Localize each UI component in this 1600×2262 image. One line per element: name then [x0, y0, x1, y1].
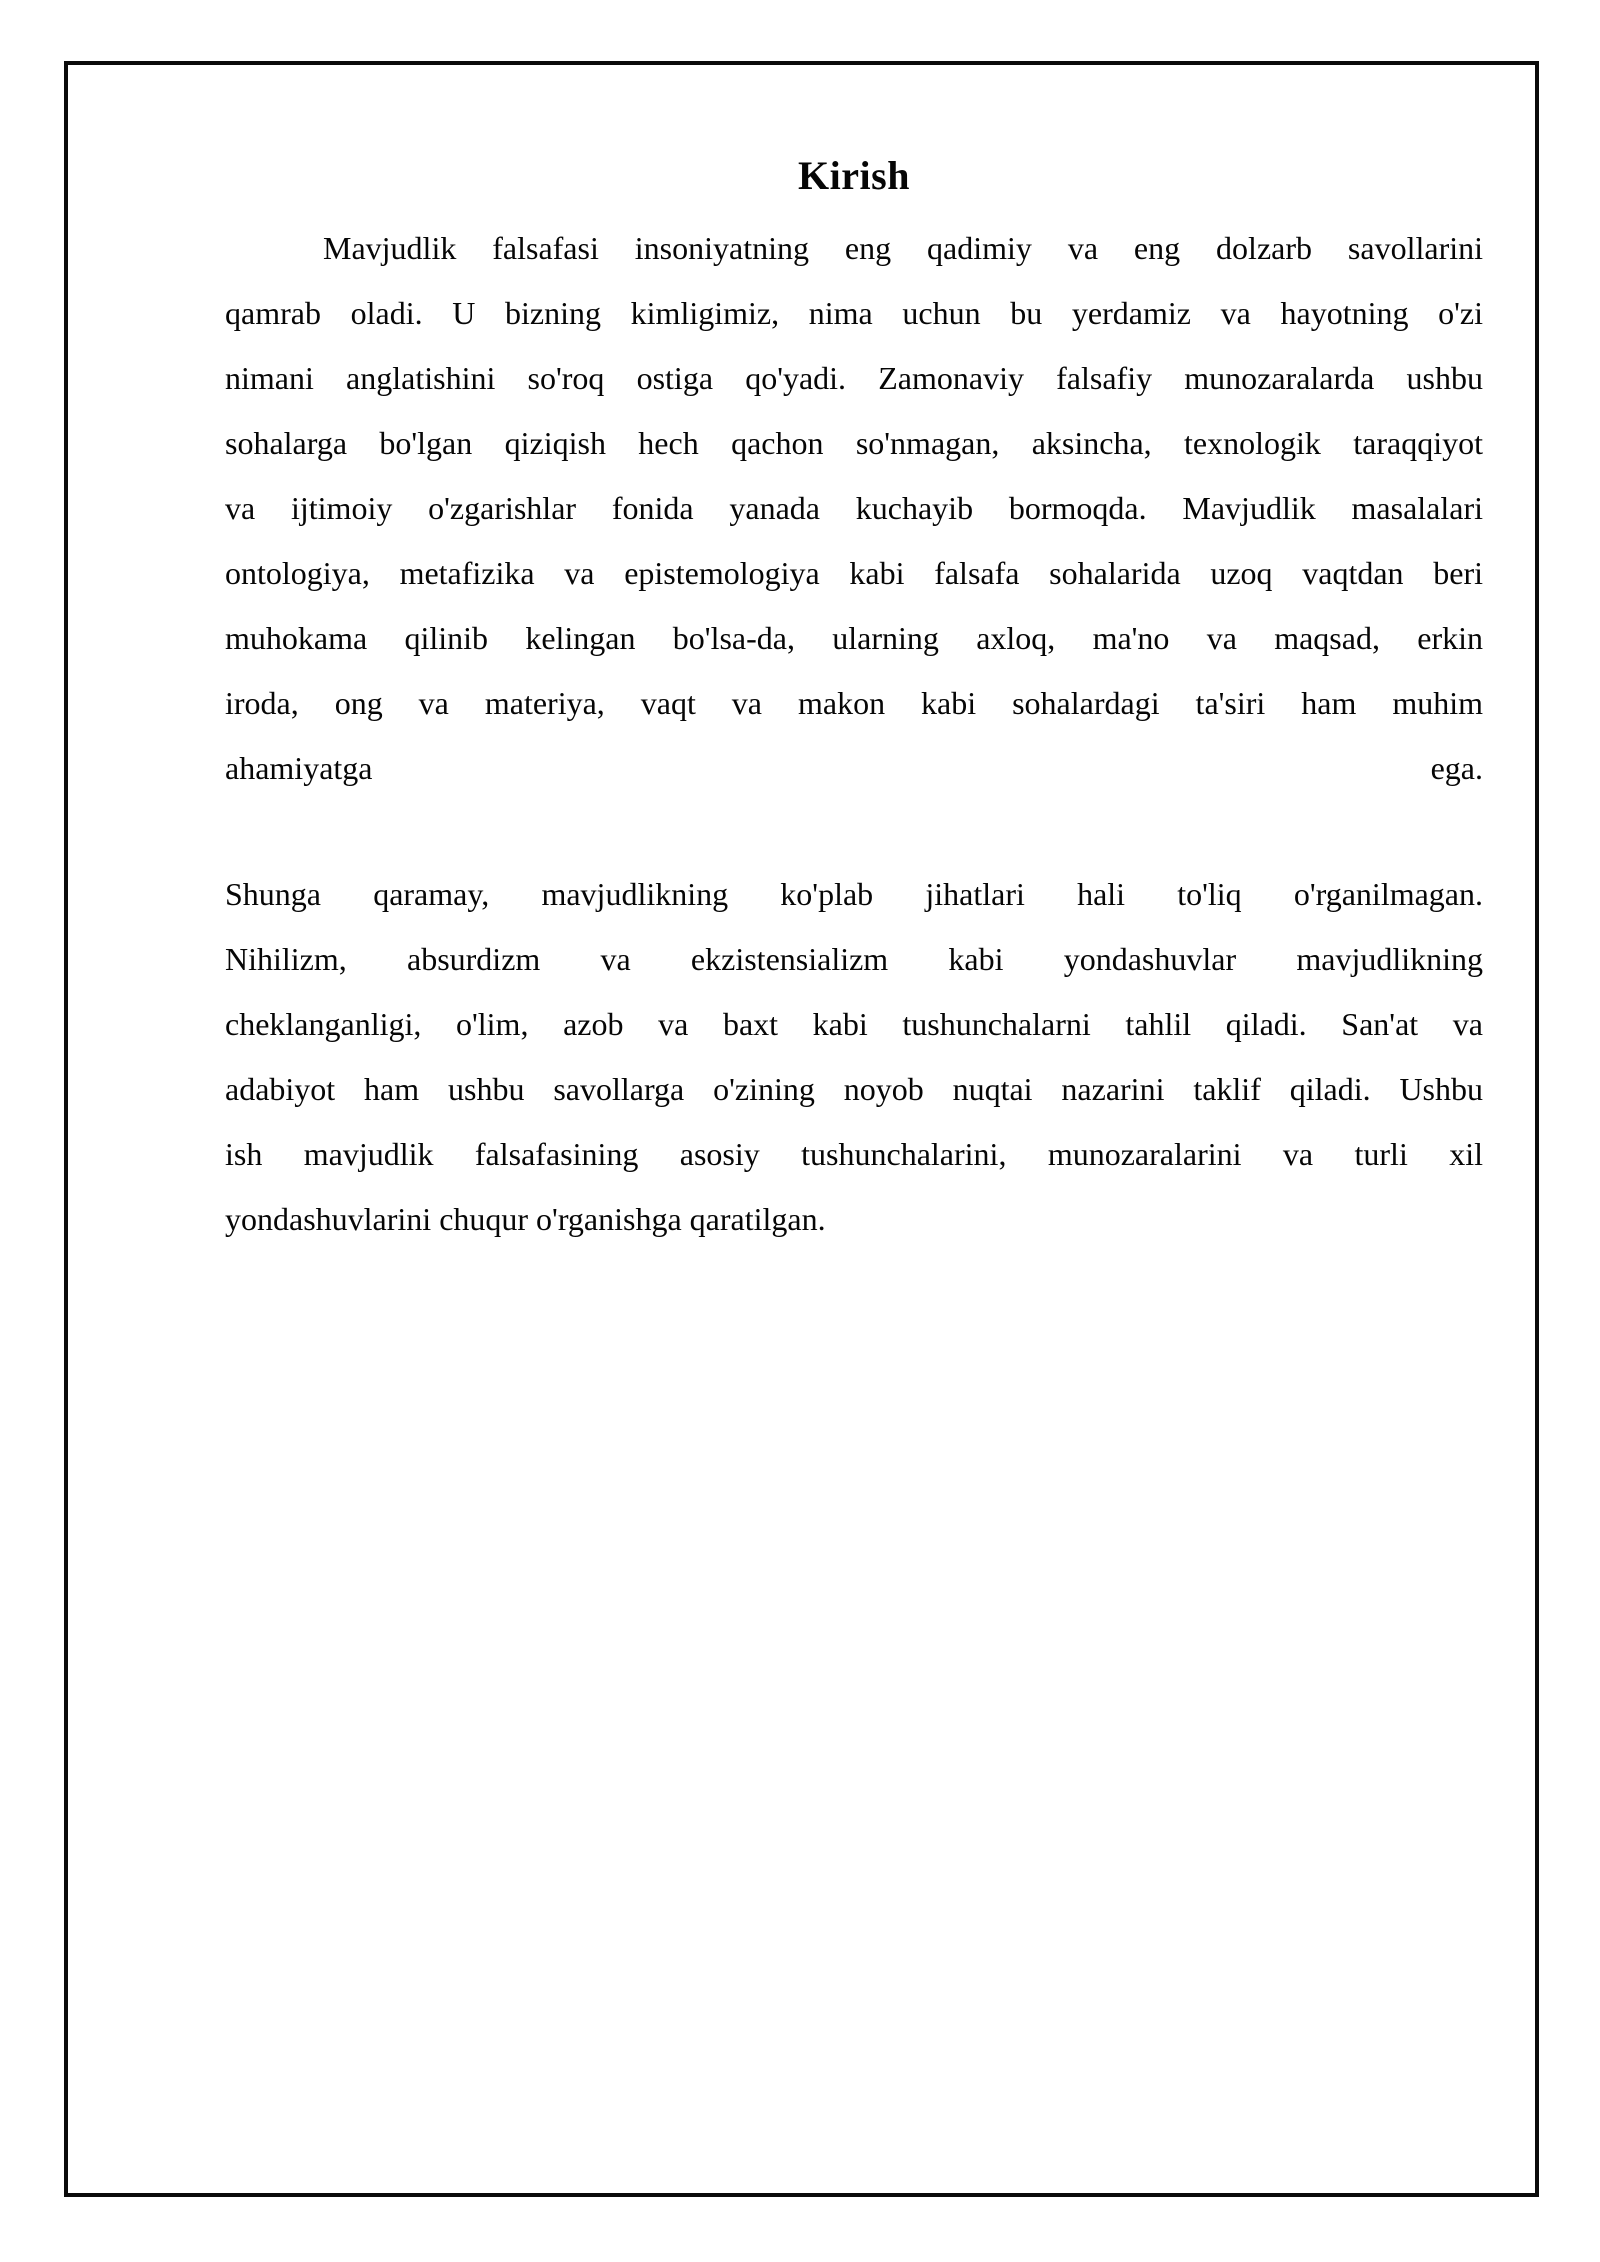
- text-line: Mavjudlik falsafasi insoniyatning eng qadimiy va eng dolzarb savollarini: [323, 230, 1483, 266]
- text-line: Nihilizm, absurdizm va ekzistensializm kabi yondashuvlar mavjudlikning: [225, 941, 1483, 977]
- text-line: muhokama qilinib kelingan bo'lsa-da, ularning axloq, ma'no va maqsad, erkin: [225, 620, 1483, 656]
- text-line: iroda, ong va materiya, vaqt va makon kabi sohalardagi ta'siri ham muhim: [225, 685, 1483, 721]
- document-content: [225, 143, 1483, 1252]
- text-line: ish mavjudlik falsafasining asosiy tushunchalarini, munozaralarini va turli xil: [225, 1136, 1483, 1172]
- page-title: Kirish: [798, 153, 910, 198]
- text-line: cheklanganligi, o'lim, azob va baxt kabi tushunchalarni tahlil qiladi. San'at va: [225, 1006, 1483, 1042]
- text-line: va ijtimoiy o'zgarishlar fonida yanada kuchayib bormoqda. Mavjudlik masalalari: [225, 490, 1483, 526]
- text-line: yondashuvlarini chuqur o'rganishga qaratilgan.: [225, 1201, 826, 1237]
- text-line: Shunga qaramay, mavjudlikning ko'plab jihatlari hali to'liq o'rganilmagan.: [225, 876, 1483, 912]
- text-line: adabiyot ham ushbu savollarga o'zining noyob nuqtai nazarini taklif qiladi. Ushbu: [225, 1071, 1483, 1107]
- text-line: ontologiya, metafizika va epistemologiya kabi falsafa sohalarida uzoq vaqtdan beri: [225, 555, 1483, 591]
- paragraph-2: [225, 862, 1483, 1252]
- text-line: sohalarga bo'lgan qiziqish hech qachon so'nmagan, aksincha, texnologik taraqqiyot: [225, 425, 1483, 461]
- paragraph-1: [225, 216, 1483, 801]
- text-line: ahamiyatga ega.: [225, 750, 1483, 786]
- text-line: nimani anglatishini so'roq ostiga qo'yadi. Zamonaviy falsafiy munozaralarda ushbu: [225, 360, 1483, 396]
- text-line: qamrab oladi. U bizning kimligimiz, nima uchun bu yerdamiz va hayotning o'zi: [225, 295, 1483, 331]
